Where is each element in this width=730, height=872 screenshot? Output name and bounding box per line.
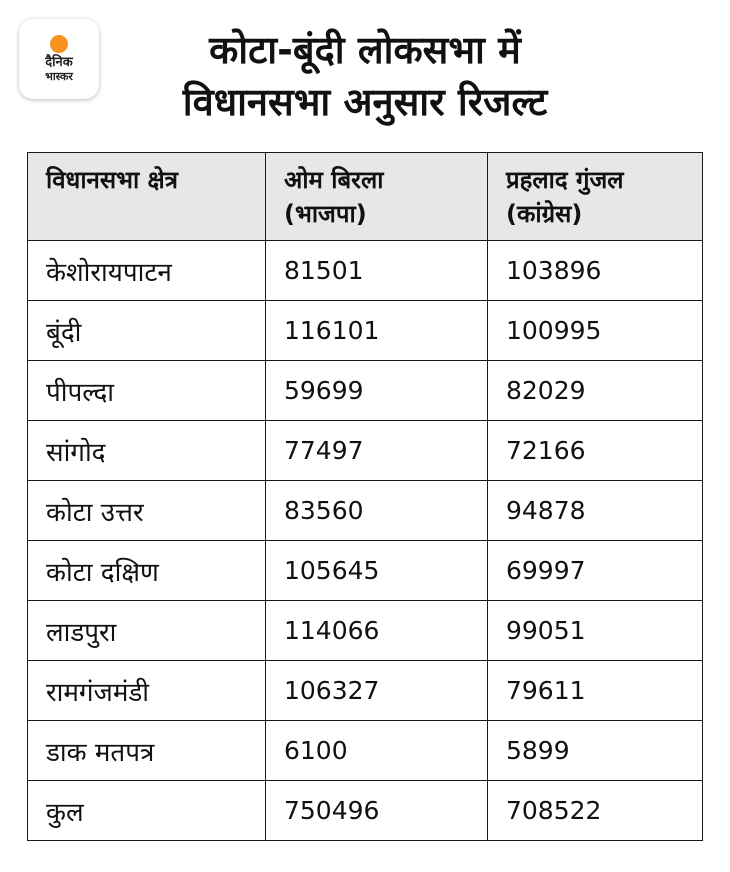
table-row (28, 721, 703, 781)
table-row (28, 361, 703, 421)
cell-om-votes: 105645 (266, 541, 488, 601)
table-row (28, 541, 703, 601)
cell-area: कोटा दक्षिण (28, 541, 266, 601)
table-row (28, 601, 703, 661)
cell-area: पीपल्दा (28, 361, 266, 421)
table-body (28, 241, 703, 841)
sun-icon (50, 35, 68, 53)
header-area (28, 153, 266, 241)
cell-om-votes: 59699 (266, 361, 488, 421)
cell-om-votes: 106327 (266, 661, 488, 721)
table-row (28, 301, 703, 361)
cell-area: बूंदी (28, 301, 266, 361)
header-row (28, 153, 703, 241)
cell-prahlad-votes: 99051 (488, 601, 703, 661)
cell-prahlad-votes: 100995 (488, 301, 703, 361)
header-prahlad-gunjal (488, 153, 703, 241)
cell-prahlad-votes: 708522 (488, 781, 703, 841)
cell-om-votes: 114066 (266, 601, 488, 661)
cell-prahlad-votes: 79611 (488, 661, 703, 721)
cell-prahlad-votes: 69997 (488, 541, 703, 601)
results-table (27, 152, 703, 841)
cell-area: कुल (28, 781, 266, 841)
header-area-label: विधानसभा क्षेत्र (46, 166, 178, 194)
page-title (110, 24, 620, 128)
header-prahlad-gunjal-name: प्रहलाद गुंजल (506, 166, 624, 194)
table-header (28, 153, 703, 241)
table-row (28, 481, 703, 541)
cell-area: केशोरायपाटन (28, 241, 266, 301)
cell-prahlad-votes: 72166 (488, 421, 703, 481)
cell-area: कोटा उत्तर (28, 481, 266, 541)
title-line2: विधानसभा अनुसार रिजल्ट (182, 80, 548, 124)
cell-om-votes: 83560 (266, 481, 488, 541)
table-row (28, 661, 703, 721)
table-row (28, 421, 703, 481)
cell-prahlad-votes: 103896 (488, 241, 703, 301)
dainik-bhaskar-logo (19, 19, 99, 99)
cell-prahlad-votes: 5899 (488, 721, 703, 781)
table-row (28, 241, 703, 301)
cell-prahlad-votes: 94878 (488, 481, 703, 541)
cell-om-votes: 750496 (266, 781, 488, 841)
cell-area: डाक मतपत्र (28, 721, 266, 781)
cell-om-votes: 77497 (266, 421, 488, 481)
cell-om-votes: 6100 (266, 721, 488, 781)
cell-prahlad-votes: 82029 (488, 361, 703, 421)
header-om-birla-party: (भाजपा) (284, 200, 367, 228)
logo-text-line1: दैनिक (45, 55, 73, 70)
cell-om-votes: 81501 (266, 241, 488, 301)
cell-om-votes: 116101 (266, 301, 488, 361)
cell-area: सांगोद (28, 421, 266, 481)
cell-area: लाडपुरा (28, 601, 266, 661)
header-prahlad-gunjal-party: (कांग्रेस) (506, 200, 583, 228)
header-om-birla-name: ओम बिरला (284, 166, 384, 194)
total-row (28, 781, 703, 841)
title-line1: कोटा-बूंदी लोकसभा में (209, 28, 521, 72)
header-om-birla (266, 153, 488, 241)
logo-text-line2: भास्कर (45, 70, 73, 83)
cell-area: रामगंजमंडी (28, 661, 266, 721)
